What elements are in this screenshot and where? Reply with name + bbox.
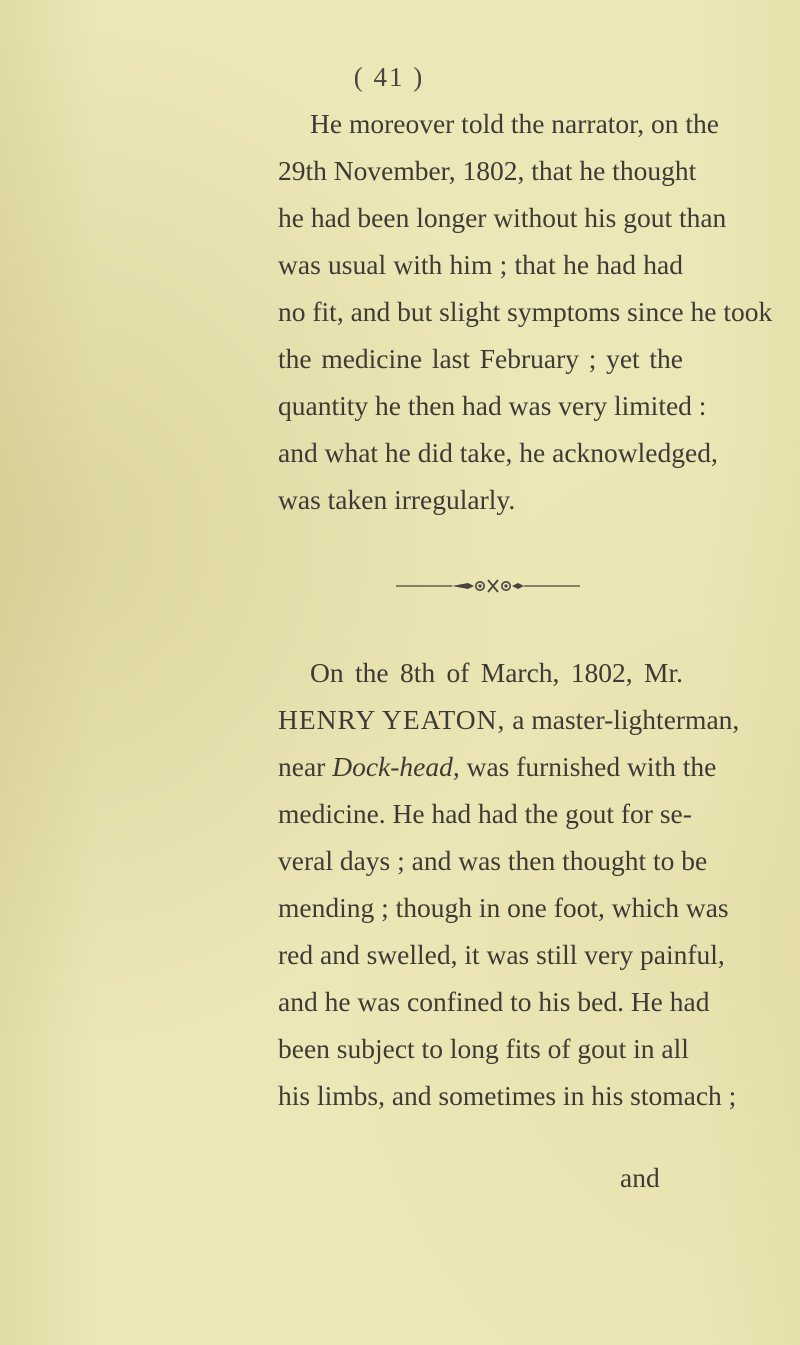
text-line: no fit, and but slight symptoms since he took (278, 296, 773, 327)
text-line: 29th November, 1802, that he thought (278, 155, 697, 186)
text-line: the medicine last February ; yet the (278, 343, 683, 374)
place-name: Dock-head, (332, 751, 460, 782)
text-line (278, 743, 717, 790)
page-number: ( 41 ) (353, 62, 425, 92)
catchword: and (620, 1162, 660, 1193)
paragraph-2 (278, 649, 740, 1119)
text-line: On the 8th of March, 1802, Mr. (310, 657, 683, 688)
person-name: HENRY YEATON, (278, 704, 506, 735)
text-line: and what he did take, he acknowledged, (278, 437, 718, 468)
paragraph-1 (278, 100, 773, 523)
text-line: quantity he then had was very limited : (278, 390, 707, 421)
text-line: was usual with him ; that he had had (278, 249, 683, 280)
text-line: mending ; though in one foot, which was (278, 892, 729, 923)
text-fragment: a master-lighterman, (505, 704, 740, 735)
text-line: was taken irregularly. (278, 484, 516, 515)
text-line: his limbs, and sometimes in his stomach ; (278, 1080, 737, 1111)
text-line: red and swelled, it was still very painful, (278, 939, 725, 970)
text-fragment: near (278, 751, 333, 782)
text-line: He moreover told the narrator, on the (310, 108, 719, 139)
text-fragment: was furnished with the (459, 751, 717, 782)
text-line (278, 696, 740, 743)
text-line: and he was confined to his bed. He had (278, 986, 710, 1017)
section-divider-ornament-icon (396, 577, 580, 595)
text-line: he had been longer without his gout than (278, 202, 727, 233)
text-line: been subject to long fits of gout in all (278, 1033, 689, 1064)
text-line: veral days ; and was then thought to be (278, 845, 708, 876)
text-line: medicine. He had had the gout for se- (278, 798, 692, 829)
